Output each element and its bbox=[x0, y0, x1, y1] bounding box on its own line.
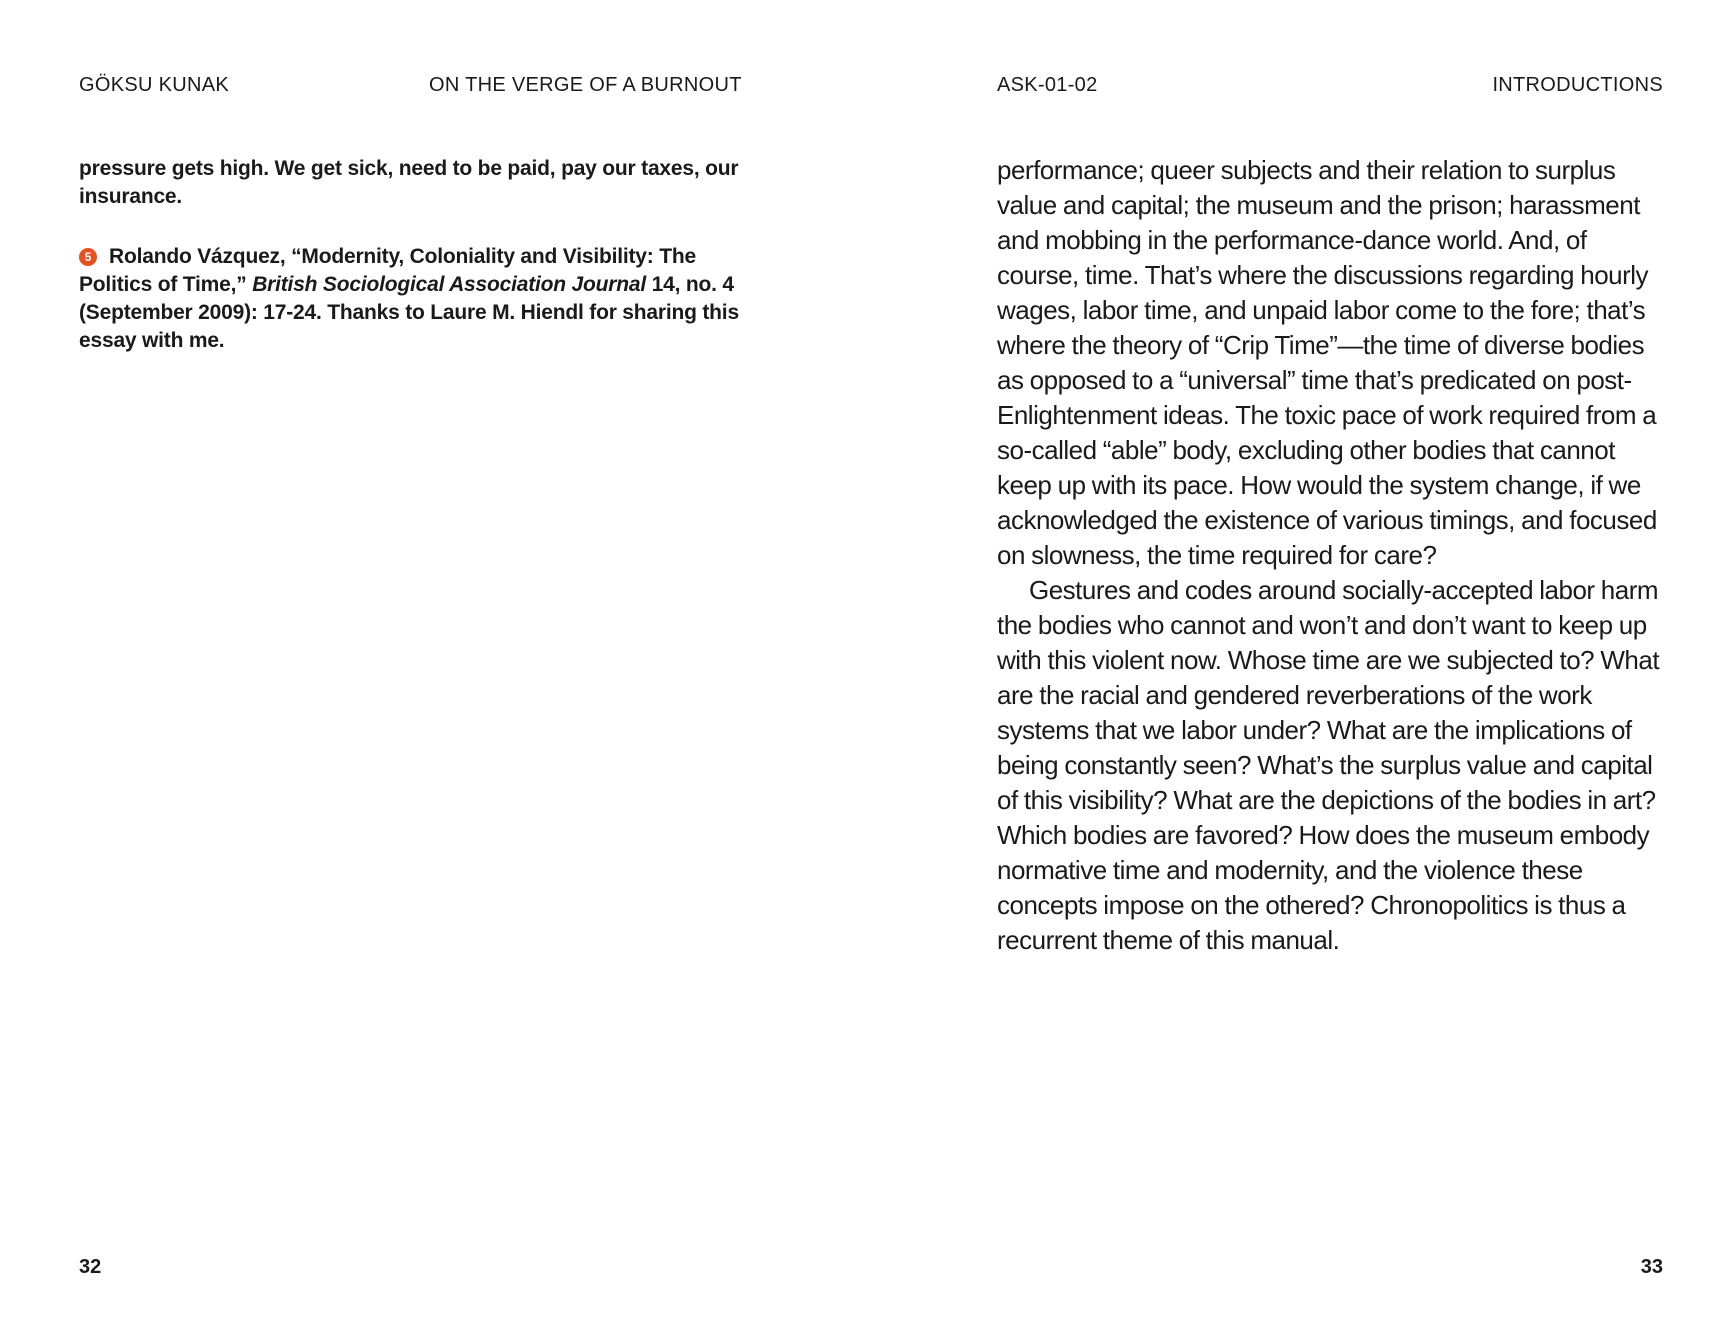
footnote-5-journal: British Sociological Association Journal bbox=[252, 273, 646, 296]
body-paragraph-2: Gestures and codes around socially-accepted labor harm the bodies who cannot and won’t and don’t want to keep up with this violent now. Whose time are we subjected to? What are the racial and gendered reverberations of the work systems that we labor under? What are the implications of being constantly seen? What’s the surplus value and capital of this visibility? What are the depictions of the bodies in art? Which bodies are favored? How does the museum embody normative time and modernity, and the violence these concepts impose on the othered? Chronopolitics is thus a recurrent theme of this manual. bbox=[997, 575, 1660, 955]
right-page bbox=[997, 0, 1663, 1338]
body-text bbox=[997, 153, 1663, 958]
page-number-left: 32 bbox=[79, 1256, 102, 1278]
header-author: GÖKSU KUNAK bbox=[79, 74, 229, 96]
footnote-continuation: pressure gets high. We get sick, need to be paid, pay our taxes, our insurance. bbox=[79, 157, 739, 208]
header-code: ASK-01-02 bbox=[997, 74, 1098, 96]
footnote-5-text-after: 14, no. 4 (September 2009): 17-24. Thanks to Laure M. Hiendl for sharing this essay with me. bbox=[79, 273, 739, 352]
body-paragraph-1: performance; queer subjects and their relation to surplus value and capital; the museum and the prison; harassment and mobbing in the performance-dance world. And, of course, time. That’s where the discussions regarding hourly wages, labor time, and unpaid labor come to the fore; that’s where the theory of “Crip Time”—the time of diverse bodies as opposed to a “universal” time that’s predicated on post-Enlightenment ideas. The toxic pace of work required from a so-called “able” body, excluding other bodies that cannot keep up with its pace. How would the system change, if we acknowledged the existence of various timings, and focused on slowness, the time required for care? bbox=[997, 155, 1657, 570]
footnote-5-text-before: Rolando Vázquez, “Modernity, Coloniality and Visibility: The Politics of Time,” bbox=[79, 245, 696, 296]
footnote-marker-icon: 5 bbox=[79, 248, 97, 266]
header-section: INTRODUCTIONS bbox=[1492, 74, 1663, 96]
left-page bbox=[79, 0, 744, 1338]
footnote-5 bbox=[79, 243, 744, 355]
page-number-right: 33 bbox=[1640, 1256, 1663, 1278]
footnotes bbox=[79, 155, 744, 355]
header-book-title: ON THE VERGE OF A BURNOUT bbox=[429, 74, 742, 96]
